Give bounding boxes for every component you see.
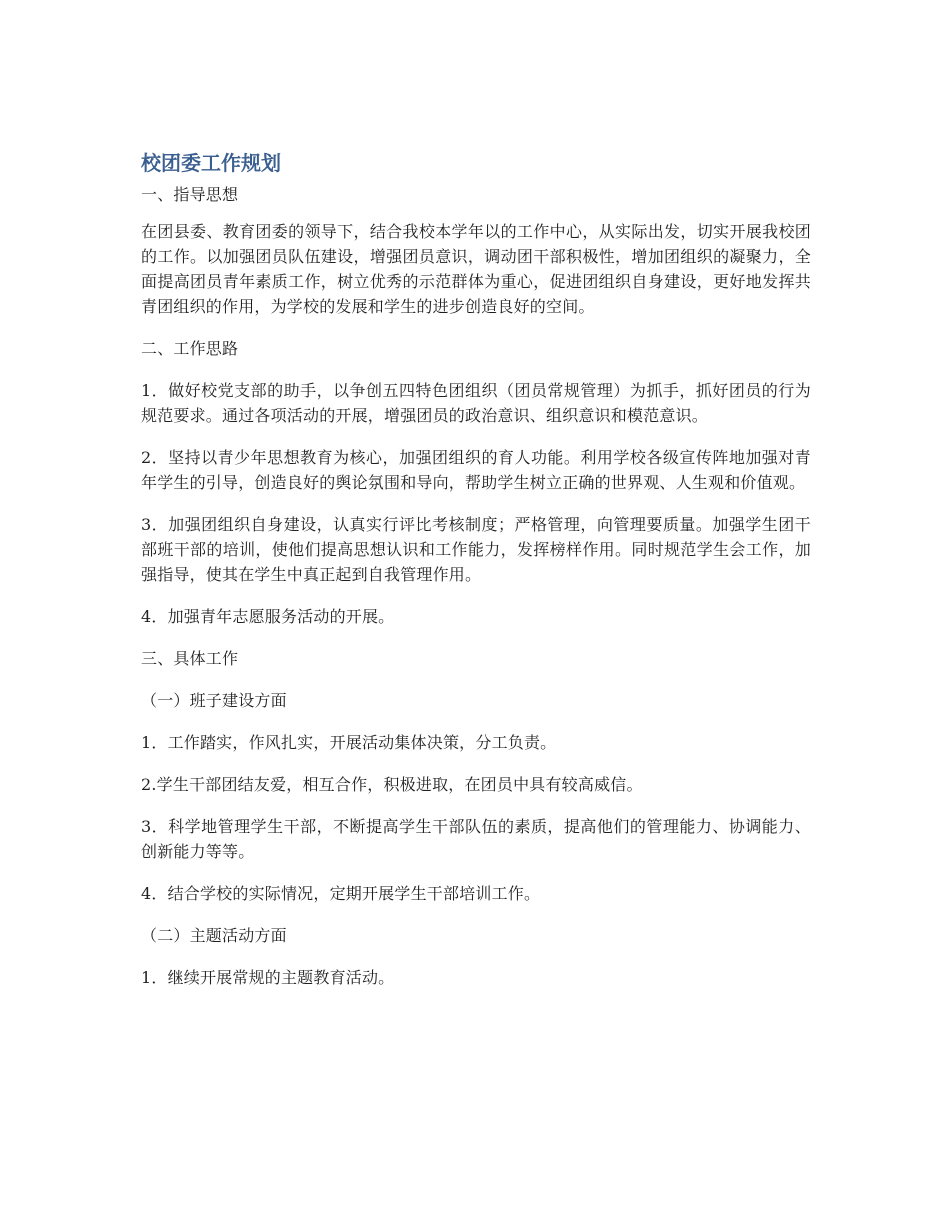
section-heading: 三、具体工作 (141, 649, 239, 668)
list-item: 4．结合学校的实际情况，定期开展学生干部培训工作。 (141, 884, 541, 903)
list-item: 1．继续开展常规的主题教育活动。 (141, 968, 395, 987)
document-title: 校团委工作规划 (141, 151, 281, 175)
subsection-heading: （一）班子建设方面 (141, 691, 287, 710)
list-item: 1．工作踏实，作风扎实，开展活动集体决策，分工负责。 (141, 733, 557, 752)
subsection-heading: （二）主题活动方面 (141, 926, 287, 945)
list-item: 1．做好校党支部的助手，以争创五四特色团组织（团员常规管理）为抓手，抓好团员的行为规范要求。通过各项活动的开展，增强团员的政治意识、组织意识和模范意识。 (141, 381, 811, 425)
document-page (141, 148, 811, 1007)
list-item: 4．加强青年志愿服务活动的开展。 (141, 607, 395, 626)
list-item: 2.学生干部团结友爱，相互合作，积极进取，在团员中具有较高威信。 (141, 775, 643, 794)
list-item: 3．加强团组织自身建设，认真实行评比考核制度；严格管理，向管理要质量。加强学生团干部班干部的培训，使他们提高思想认识和工作能力，发挥榜样作用。同时规范学生会工作，加强指导，使其在学生中真正起到自我管理作用。 (141, 515, 811, 584)
section-heading: 一、指导思想 (141, 185, 239, 204)
paragraph: 在团县委、教育团委的领导下，结合我校本学年以的工作中心，从实际出发，切实开展我校团的工作。以加强团员队伍建设，增强团员意识，调动团干部积极性，增加团组织的凝聚力，全面提高团员青年素质工作，树立优秀的示范群体为重心，促进团组织自身建设，更好地发挥共青团组织的作用，为学校的发展和学生的进步创造良好的空间。 (141, 222, 811, 316)
section-heading: 二、工作思路 (141, 339, 239, 358)
list-item: 3．科学地管理学生干部，不断提高学生干部队伍的素质，提高他们的管理能力、协调能力、创新能力等等。 (141, 817, 811, 861)
list-item: 2．坚持以青少年思想教育为核心，加强团组织的育人功能。利用学校各级宣传阵地加强对青年学生的引导，创造良好的舆论氛围和导向，帮助学生树立正确的世界观、人生观和价值观。 (141, 448, 811, 492)
